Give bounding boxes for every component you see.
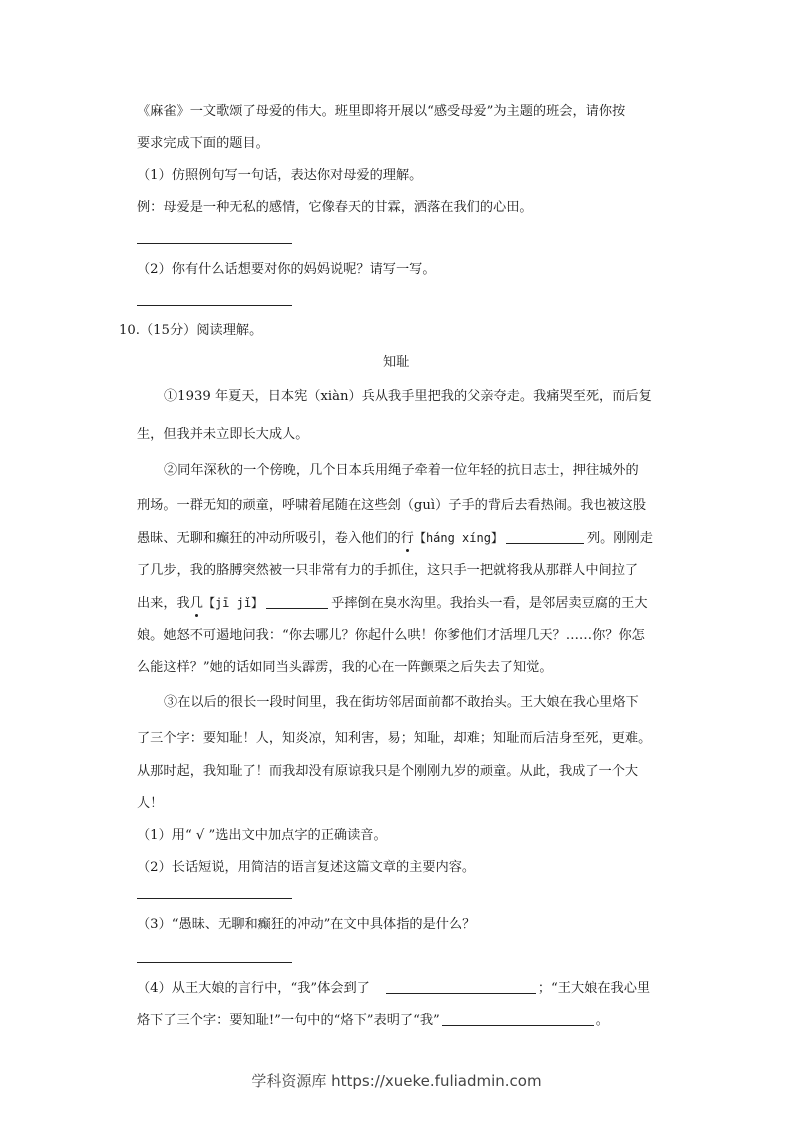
footer-watermark: 学科资源库 https://xueke.fuliadmin.com [251,1072,542,1090]
answer-blank-3[interactable] [137,898,292,899]
paragraph-1-line-1: ①1939 年夏天，日本宪（xiàn）兵从我手里把我的父亲夺走。我痛哭至死，而后复 [164,389,652,404]
reading-question-1: （1）用“ √ ”选出文中加点字的正确读音。 [137,828,387,843]
paragraph-2-line-3-text-b: 列。刚刚走 [586,531,653,546]
paragraph-3-line-4: 人！ [137,796,164,811]
paragraph-1-line-2: 生，但我并未立即长大成人。 [137,427,309,442]
question-10-header: 10.（15分）阅读理解。 [119,323,263,338]
paragraph-2-line-1: ②同年深秋的一个傍晚，几个日本兵用绳子牵着一位年轻的抗日志士，押往城外的 [164,463,639,478]
pinyin-options-ji: 【jī jǐ】 [202,596,264,610]
paragraph-3-line-1: ③在以后的很长一段时间里，我在街坊邻居面前都不敢抬头。王大娘在我心里烙下 [164,695,639,710]
reading-question-4-text-b: ；“王大娘在我心里 [537,981,651,996]
pinyin-options-hang: 【háng xíng】 [413,531,503,545]
reading-question-4-line-1 [137,980,650,998]
paragraph-2-line-5-text-b: 乎摔倒在臭水沟里。我抬头一看，是邻居卖豆腐的王大 [331,596,648,611]
intro-line-2: 要求完成下面的题目。 [137,136,269,151]
dotted-char-hang: 行 [400,531,414,546]
paragraph-2-line-4: 了几步，我的胳膊突然被一只非常有力的手抓住，这只手一把就将我从那群人中间拉了 [137,563,639,578]
reading-question-4-line-2 [137,1012,609,1030]
paragraph-2-line-6: 娘。她怒不可遏地问我：“你去哪儿？你起什么哄！你爹他们才活埋几天？……你？你怎 [137,628,645,643]
article-title: 知耻 [383,355,410,370]
example-sentence: 例：母爱是一种无私的感情，它像春天的甘霖，洒落在我们的心田。 [137,200,533,215]
answer-blank-1[interactable] [137,243,292,244]
paragraph-2-line-3-text-a: 愚昧、无聊和癫狂的冲动所吸引，卷入他们的 [137,531,401,546]
paragraph-3-line-2: 了三个字：要知耻！人，知炎凉，知利害，易；知耻，却难；知耻而后洁身至死，更难。 [137,731,652,746]
reading-question-4-text-c: 烙下了三个字：要知耻!”一句中的“烙下”表明了“我” [137,1013,440,1028]
pinyin-answer-blank-1[interactable] [506,530,584,544]
paragraph-2-line-5-text-a: 出来，我 [137,596,190,611]
reading-question-4-text-a: （4）从王大娘的言行中，“我”体会到了 [137,981,370,996]
reading-question-3: （3）“愚昧、无聊和癫狂的冲动”在文中具体指的是什么？ [137,917,476,932]
answer-blank-5[interactable] [386,980,536,994]
intro-line-1: 《麻雀》一文歌颂了母爱的伟大。班里即将开展以“感受母爱”为主题的班会，请你按 [137,104,626,119]
sub-question-1: （1）仿照例句写一句话，表达你对母爱的理解。 [137,168,423,183]
paragraph-2-line-3 [137,529,653,548]
reading-question-2: （2）长话短说，用简洁的语言复述这篇文章的主要内容。 [137,860,476,875]
sub-question-2: （2）你有什么话想要对你的妈妈说呢？请写一写。 [137,262,436,277]
answer-blank-6[interactable] [442,1012,594,1026]
dotted-char-ji: 几 [189,596,203,611]
paragraph-2-line-5 [137,594,648,613]
answer-blank-4[interactable] [137,962,292,963]
paragraph-2-line-7: 么能这样？”她的话如同当头霹雳，我的心在一阵颤栗之后失去了知觉。 [137,660,553,675]
paragraph-3-line-3: 从那时起，我知耻了！而我却没有原谅我只是个刚刚九岁的顽童。从此，我成了一个大 [137,764,639,779]
answer-blank-2[interactable] [137,305,292,306]
pinyin-answer-blank-2[interactable] [266,595,328,609]
paragraph-2-line-2: 刑场。一群无知的顽童，呼啸着尾随在这些刽（guì）子手的背后去看热闹。我也被这股 [137,498,647,513]
reading-question-4-text-d: 。 [595,1013,609,1028]
